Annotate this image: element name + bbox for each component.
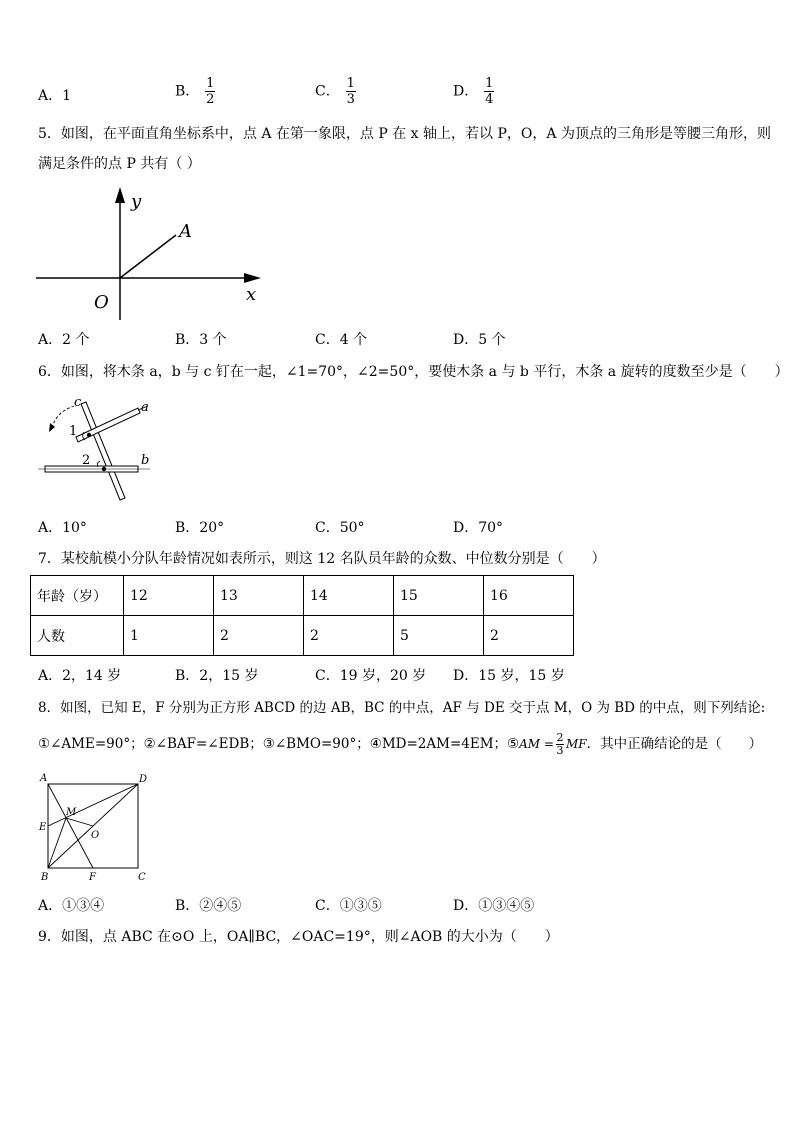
table-cell: 14 xyxy=(304,576,394,616)
table-cell: 年龄（岁） xyxy=(31,576,124,616)
label-m: M xyxy=(66,807,77,818)
age-table xyxy=(30,575,574,656)
label-angle-2: 2 xyxy=(82,453,91,468)
q8-option-d: D．①③④⑤ xyxy=(453,898,535,914)
label-x: x xyxy=(246,284,257,305)
q8-option-c: C．①③⑤ xyxy=(315,898,382,914)
label-y: y xyxy=(131,191,142,212)
y-axis-arrow xyxy=(115,187,125,203)
segment-oa xyxy=(120,235,176,278)
q6-option-d: D．70° xyxy=(453,520,504,536)
segment-bm xyxy=(48,818,66,868)
x-axis-arrow xyxy=(244,273,261,283)
q4-option-b: B． $\frac{1}{2}$ xyxy=(175,76,215,107)
table-cell: 2 xyxy=(484,616,574,656)
q7-option-c: C．19 岁，20 岁 xyxy=(315,668,427,684)
q6-sticks-figure xyxy=(38,392,163,504)
table-row xyxy=(31,616,574,656)
q4-option-a: A．1 xyxy=(38,88,72,104)
q5-text-line2: 满足条件的点 P 共有（ ） xyxy=(38,156,201,172)
q8-text-line1: 8．如图，已知 E，F 分别为正方形 ABCD 的边 AB，BC 的中点，AF 与 DE 交于点 M，O 为 BD 的中点，则下列结论: xyxy=(38,700,766,716)
label-o: O xyxy=(94,292,109,313)
q5-option-c: C．4 个 xyxy=(315,332,368,348)
q7-option-b: B．2，15 岁 xyxy=(175,668,259,684)
q8-text-line2: ①∠AME=90°；②∠BAF=∠EDB；③∠BMO=90°；④MD=2AM=4EM；⑤AM = $\frac{2}{3}$ MF．其中正确结论的是（ ） xyxy=(38,731,763,757)
label-angle-1: 1 xyxy=(69,424,78,439)
q6-text: 6．如图，将木条 a，b 与 c 钉在一起，∠1=70°，∠2=50°，要使木条 a 与 b 平行，木条 a 旋转的度数至少是（ ） xyxy=(38,364,789,380)
label-a: A xyxy=(179,221,192,242)
table-cell: 2 xyxy=(304,616,394,656)
q5-option-a: A．2 个 xyxy=(38,332,90,348)
q5-option-b: B．3 个 xyxy=(175,332,227,348)
q6-option-b: B．20° xyxy=(175,520,225,536)
q8-option-a: A．①③④ xyxy=(38,898,105,914)
label-c: C xyxy=(138,872,146,883)
q7-text: 7．某校航模小分队年龄情况如表所示，则这 12 名队员年龄的众数、中位数分别是（ ） xyxy=(38,551,606,567)
table-cell: 12 xyxy=(124,576,214,616)
label-a: a xyxy=(141,400,149,415)
nail-1 xyxy=(87,433,91,437)
q8-option-b: B．②④⑤ xyxy=(175,898,242,914)
segment-de xyxy=(48,784,138,826)
table-cell: 15 xyxy=(394,576,484,616)
q4-option-d: D． $\frac{1}{4}$ xyxy=(453,76,494,107)
q6-option-c: C．50° xyxy=(315,520,365,536)
q5-option-d: D．5 个 xyxy=(453,332,506,348)
segment-af xyxy=(48,784,93,868)
table-cell: 2 xyxy=(214,616,304,656)
q4-option-c: C． $\frac{1}{3}$ xyxy=(315,76,355,107)
table-cell: 1 xyxy=(124,616,214,656)
q5-coordinate-figure xyxy=(36,185,276,325)
q6-option-a: A．10° xyxy=(38,520,87,536)
q5-text-line1: 5．如图，在平面直角坐标系中，点 A 在第一象限，点 P 在 x 轴上，若以 P，O，A 为顶点的三角形是等腰三角形，则 xyxy=(38,126,771,142)
table-cell: 13 xyxy=(214,576,304,616)
label-a: A xyxy=(40,773,48,784)
label-b: b xyxy=(141,453,150,468)
label-f: F xyxy=(89,872,96,883)
q8-square-figure xyxy=(36,770,156,885)
label-c: c xyxy=(74,395,82,410)
table-cell: 16 xyxy=(484,576,574,616)
label-b: B xyxy=(41,872,49,883)
table-row xyxy=(31,576,574,616)
q7-option-d: D．15 岁，15 岁 xyxy=(453,668,565,684)
table-cell: 5 xyxy=(394,616,484,656)
table-cell: 人数 xyxy=(31,616,124,656)
q7-option-a: A．2，14 岁 xyxy=(38,668,122,684)
label-e: E xyxy=(39,822,47,833)
label-o: O xyxy=(91,830,100,841)
nail-2 xyxy=(102,467,106,471)
label-d: D xyxy=(139,774,148,785)
q9-text: 9．如图，点 ABC 在⊙O 上，OA∥BC，∠OAC=19°，则∠AOB 的大小为（ ） xyxy=(38,929,559,945)
